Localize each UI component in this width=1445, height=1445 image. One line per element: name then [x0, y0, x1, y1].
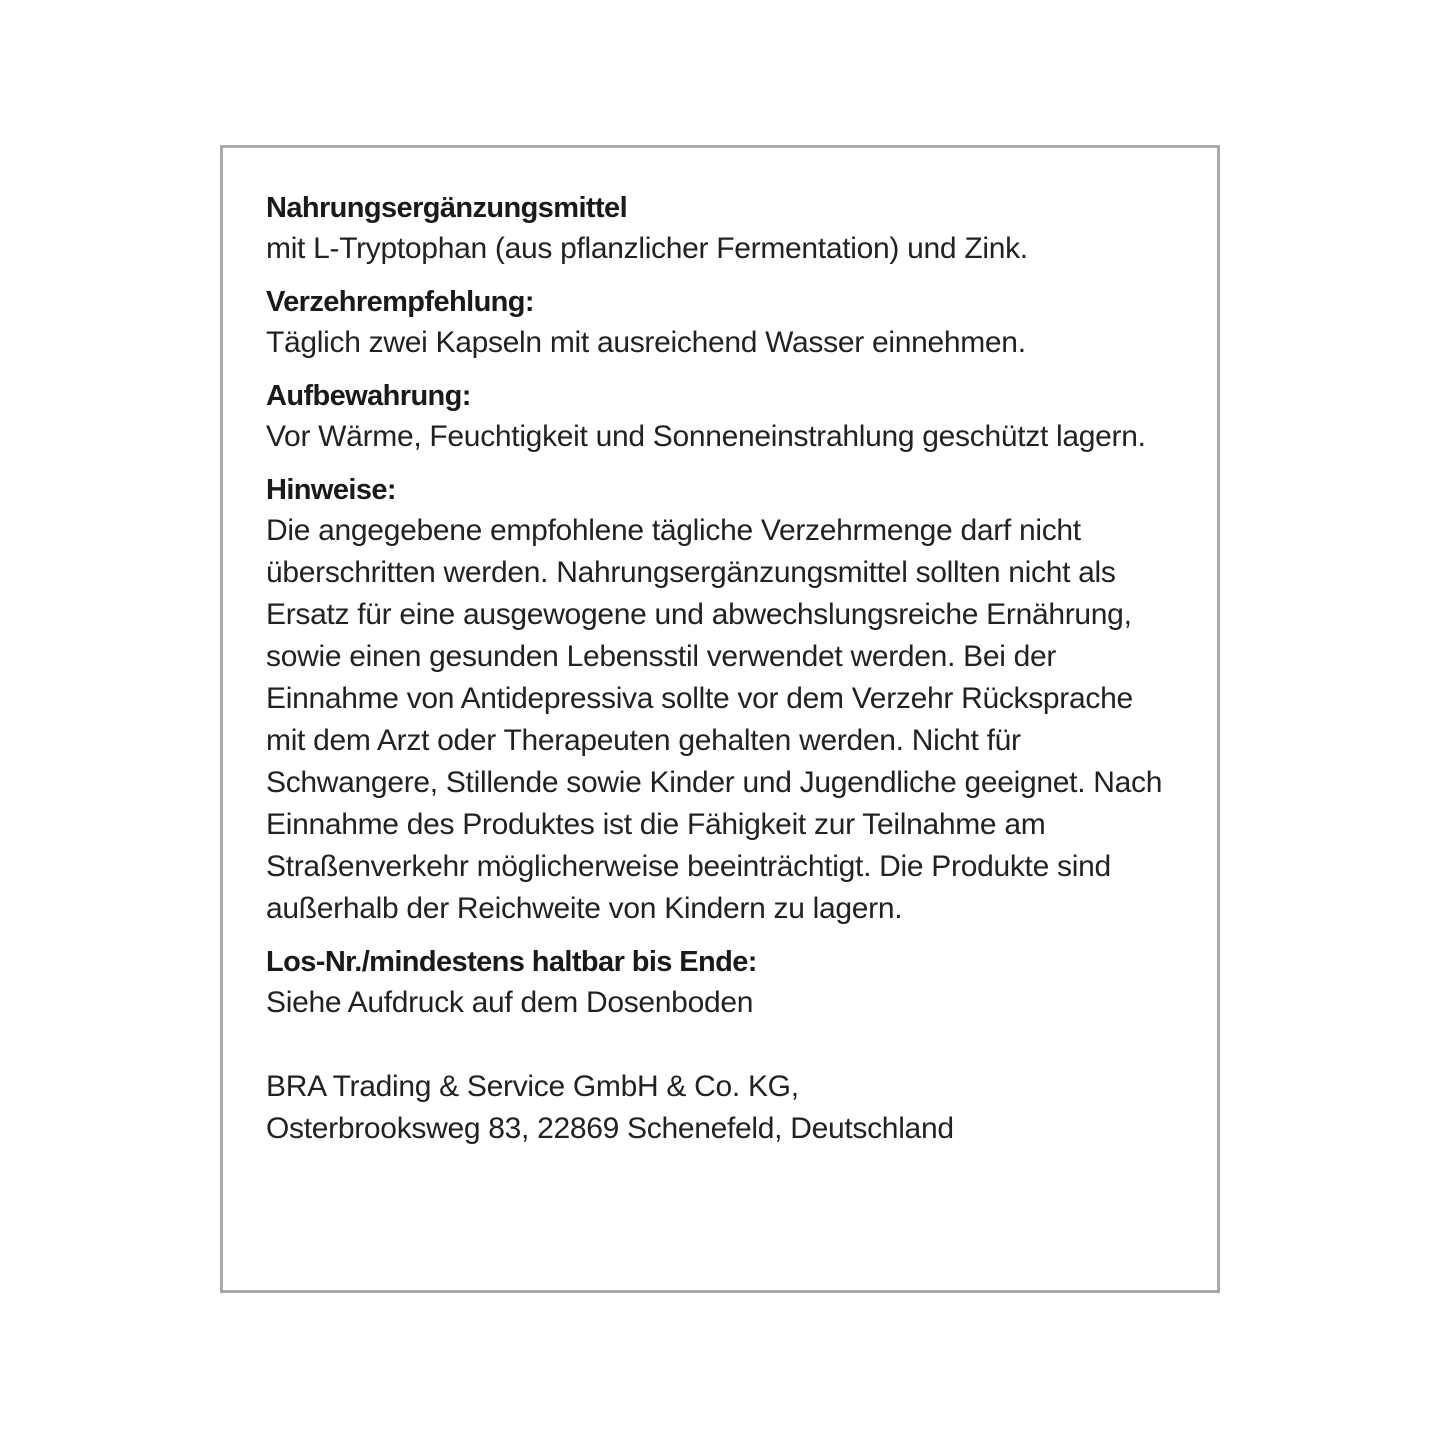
- section-product-type: [266, 188, 1177, 270]
- product-type-heading: Nahrungsergänzungsmittel: [266, 192, 628, 224]
- notes-heading: Hinweise:: [266, 474, 396, 506]
- lot-number-text: Siehe Aufdruck auf dem Dosenboden: [266, 986, 754, 1019]
- company-address: Osterbrooksweg 83, 22869 Schenefeld, Deutschland: [266, 1112, 954, 1145]
- lot-number-heading: Los-Nr./mindestens haltbar bis Ende:: [266, 946, 757, 978]
- section-lot-number: [266, 942, 1177, 1024]
- company-name: BRA Trading & Service GmbH & Co. KG,: [266, 1070, 799, 1103]
- company-info: [266, 1066, 1177, 1150]
- storage-text: Vor Wärme, Feuchtigkeit und Sonneneinstrahlung geschützt lagern.: [266, 420, 1146, 453]
- section-dosage: [266, 282, 1177, 364]
- storage-heading: Aufbewahrung:: [266, 380, 471, 412]
- dosage-text: Täglich zwei Kapseln mit ausreichend Wasser einnehmen.: [266, 326, 1026, 359]
- section-storage: [266, 376, 1177, 458]
- product-type-text: mit L-Tryptophan (aus pflanzlicher Fermentation) und Zink.: [266, 232, 1028, 265]
- section-notes: [266, 470, 1177, 930]
- product-label-box: [220, 145, 1220, 1293]
- spacer: [266, 1036, 1177, 1066]
- dosage-heading: Verzehrempfehlung:: [266, 286, 534, 318]
- notes-text: Die angegebene empfohlene tägliche Verzehrmenge darf nicht überschritten werden. Nahrungsergänzungsmittel sollten nicht als Ersatz für eine ausgewogene und abwechslungsreiche Ernährung, sowie einen gesunden Lebensstil verwendet werden. Bei der Einnahme von Antidepressiva sollte vor dem Verzehr Rücksprache mit dem Arzt oder Therapeuten gehalten werden. Nicht für Schwangere, Stillende sowie Kinder und Jugendliche geeignet. Nach Einnahme des Produktes ist die Fähigkeit zur Teilnahme am Straßenverkehr möglicherweise beeinträchtigt. Die Produkte sind außerhalb der Reichweite von Kindern zu lagern.: [266, 514, 1163, 925]
